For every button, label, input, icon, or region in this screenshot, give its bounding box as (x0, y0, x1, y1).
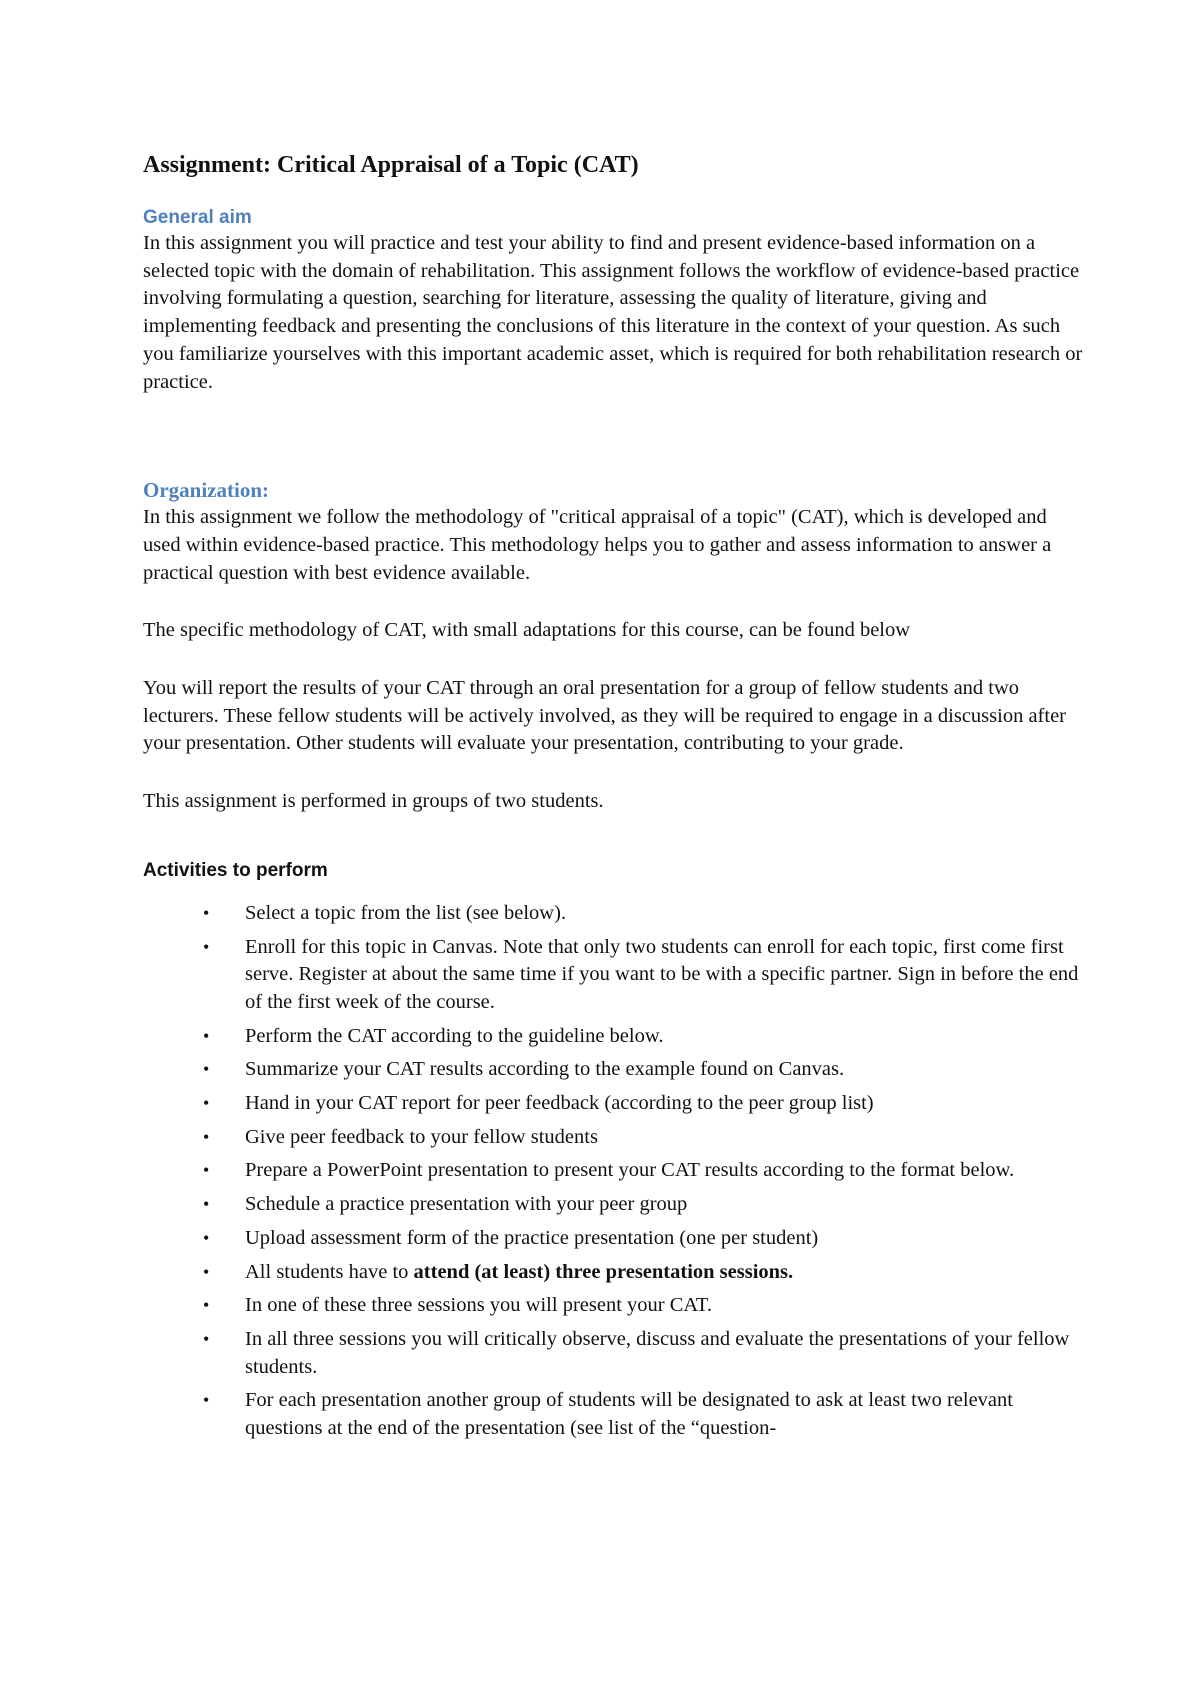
activity-text: Select a topic from the list (see below). (245, 901, 567, 924)
general-aim-text: In this assignment you will practice and test your ability to find and present evidence-based information on a selected topic with the domain of rehabilitation. This assignment follows the workflow of evidence-based practice involving formulating a question, searching for literature, assessing the quality of literature, giving and implementing feedback and presenting the conclusions of this literature in the context of your question. As such you familiarize yourselves with this important academic asset, which is required for both rehabilitation research or practice. (143, 232, 1083, 393)
bullet-icon: • (203, 1328, 210, 1349)
activity-item (143, 1326, 1083, 1381)
bullet-icon: • (203, 1093, 210, 1114)
activity-item (143, 934, 1083, 1017)
activity-item (143, 1191, 1083, 1219)
activities-list (143, 900, 1083, 1443)
organization-paragraph-3: You will report the results of your CAT through an oral presentation for a group of fellow students and two lecturers. These fellow students will be actively involved, as they will be required to engage in a discussion after your presentation. Other students will evaluate your presentation, contributing to your grade. (143, 677, 1066, 755)
bullet-icon: • (203, 1126, 210, 1147)
bullet-icon: • (203, 1390, 210, 1411)
activity-text-emphasis: attend (at least) three presentation sessions. (413, 1260, 794, 1283)
activity-item (143, 900, 1083, 928)
document-title: Assignment: Critical Appraisal of a Topic (CAT) (143, 152, 639, 178)
general-aim-heading: General aim (143, 207, 252, 228)
spacer (143, 758, 1083, 788)
bullet-icon: • (203, 1261, 210, 1282)
document-content (143, 148, 1083, 1449)
activity-text: Schedule a practice presentation with your peer group (245, 1193, 688, 1216)
activity-text: Perform the CAT according to the guideline below. (245, 1024, 664, 1047)
activity-text: Summarize your CAT results according to the example found on Canvas. (245, 1058, 845, 1081)
bullet-icon: • (203, 1025, 210, 1046)
bullet-icon: • (203, 1295, 210, 1316)
activity-text: In one of these three sessions you will present your CAT. (245, 1294, 713, 1317)
organization-heading: Organization: (143, 478, 269, 503)
bullet-icon: • (203, 1227, 210, 1248)
activity-text: Prepare a PowerPoint presentation to present your CAT results according to the format below. (245, 1159, 1015, 1182)
activities-heading: Activities to perform (143, 859, 328, 881)
activity-item (143, 1056, 1083, 1084)
activity-text: Enroll for this topic in Canvas. Note that only two students can enroll for each topic, first come first serve. Register at about the same time if you want to be with a specific partner. Sign in before the end of the first week of the course. (245, 935, 1079, 1013)
activity-item (143, 1124, 1083, 1152)
spacer (143, 816, 1083, 858)
activity-text: Upload assessment form of the practice presentation (one per student) (245, 1226, 819, 1249)
activity-item (143, 1157, 1083, 1185)
bullet-icon: • (203, 1194, 210, 1215)
activity-text: All students have to (245, 1260, 414, 1283)
bullet-icon: • (203, 1160, 210, 1181)
activity-item (143, 1259, 1083, 1287)
activity-text: Give peer feedback to your fellow students (245, 1125, 598, 1148)
bullet-icon: • (203, 902, 210, 923)
spacer (143, 396, 1083, 476)
activity-item (143, 1292, 1083, 1320)
bullet-icon: • (203, 936, 210, 957)
activity-item (143, 1387, 1083, 1442)
organization-paragraph-2: The specific methodology of CAT, with small adaptations for this course, can be found below (143, 619, 911, 642)
activity-text: Hand in your CAT report for peer feedback (according to the peer group list) (245, 1092, 874, 1115)
activity-text: In all three sessions you will critically observe, discuss and evaluate the presentations of your fellow students. (245, 1327, 1070, 1378)
organization-paragraph-4: This assignment is performed in groups of two students. (143, 790, 604, 813)
organization-paragraph-1: In this assignment we follow the methodology of "critical appraisal of a topic" (CAT), which is developed and used within evidence-based practice. This methodology helps you to gather and assess information to answer a practical question with best evidence available. (143, 506, 1052, 584)
activity-item (143, 1090, 1083, 1118)
bullet-icon: • (203, 1059, 210, 1080)
activity-item (143, 1225, 1083, 1253)
activity-item (143, 1023, 1083, 1051)
spacer (143, 587, 1083, 617)
spacer (143, 645, 1083, 675)
activity-text: For each presentation another group of students will be designated to ask at least two relevant questions at the end of the presentation (see list of the “question- (245, 1389, 1013, 1440)
